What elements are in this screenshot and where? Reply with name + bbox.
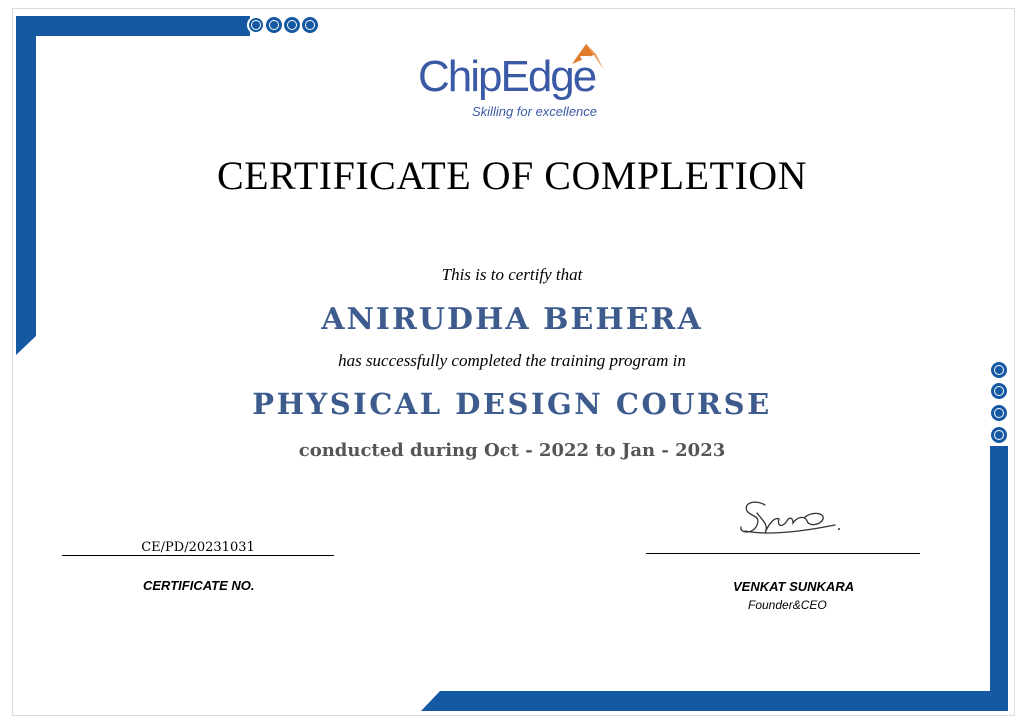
logo-tagline: Skilling for excellence xyxy=(472,104,598,119)
signatory-title: Founder&CEO xyxy=(748,598,827,612)
signatory-name: VENKAT SUNKARA xyxy=(733,579,855,594)
completed-text: has successfully completed the training program in xyxy=(338,351,686,370)
certify-text: This is to certify that xyxy=(441,265,583,284)
signature-line xyxy=(646,553,920,554)
chipedge-logo xyxy=(418,42,608,124)
certificate-number-label: CERTIFICATE NO. xyxy=(143,578,255,593)
certificate-title: CERTIFICATE OF COMPLETION xyxy=(216,153,808,198)
frame-top-circles xyxy=(248,17,318,33)
frame-bottom-right-band xyxy=(421,446,1008,711)
logo-wordmark: ChipEdge xyxy=(418,52,596,101)
certificate-number: CE/PD/20231031 xyxy=(141,540,255,555)
duration-text: conducted during Oct - 2022 to Jan - 2023 xyxy=(298,440,726,461)
certificate-number-line xyxy=(62,555,334,556)
signature-image xyxy=(735,495,845,545)
recipient-name: ANIRUDHA BEHERA xyxy=(321,302,703,337)
course-name: PHYSICAL DESIGN COURSE xyxy=(252,387,772,421)
